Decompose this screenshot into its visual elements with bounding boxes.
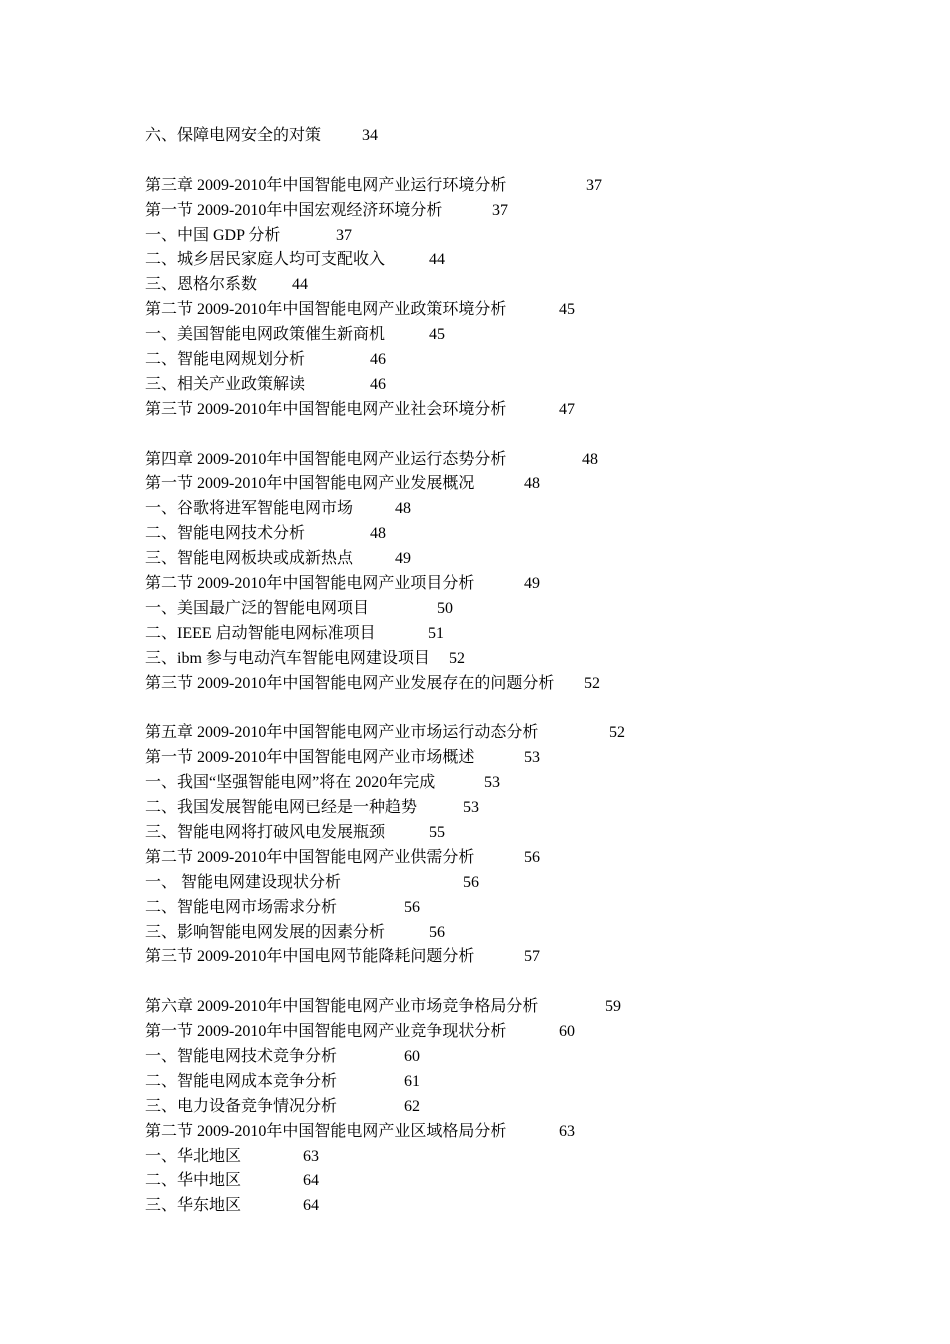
toc-entry-title: 三、智能电网将打破风电发展瓶颈 (145, 823, 386, 841)
toc-entry-page-number: 48 (370, 525, 386, 543)
toc-entry-title: 二、IEEE 启动智能电网标准项目 (145, 624, 376, 642)
toc-entry-page-number: 64 (303, 1197, 319, 1215)
toc-entry (145, 896, 905, 921)
toc-entry (145, 1070, 905, 1095)
toc-entry-title: 一、 智能电网建设现状分析 (145, 873, 342, 891)
toc-entry-title: 一、我国“坚强智能电网”将在 2020年完成 (145, 774, 436, 792)
toc-entry-title: 第三节 2009-2010年中国智能电网产业社会环境分析 (145, 400, 507, 418)
toc-entry (145, 1145, 905, 1170)
toc-entry-page-number: 48 (395, 500, 411, 518)
toc-entry-title: 二、智能电网成本竞争分析 (145, 1072, 338, 1090)
toc-entry (145, 348, 905, 373)
toc-entry-page-number: 46 (370, 375, 386, 393)
toc-entry-page-number: 55 (429, 823, 445, 841)
toc-entry-title: 第二节 2009-2010年中国智能电网产业项目分析 (145, 575, 475, 593)
toc-entry (145, 298, 905, 323)
toc-entry-title: 第三节 2009-2010年中国智能电网产业发展存在的问题分析 (145, 674, 555, 692)
toc-entry-page-number: 52 (609, 724, 625, 742)
toc-entry-page-number: 60 (559, 1023, 575, 1041)
toc-entry (145, 945, 905, 970)
toc-entry-title: 三、智能电网板块或成新热点 (145, 550, 354, 568)
toc-entry-title: 第三章 2009-2010年中国智能电网产业运行环境分析 (145, 176, 507, 194)
toc-entry-title: 六、保障电网安全的对策 (145, 127, 322, 144)
toc-entry-page-number: 45 (429, 326, 445, 344)
toc-entry (145, 597, 905, 622)
toc-entry-page-number: 63 (559, 1122, 575, 1140)
toc-entry (145, 846, 905, 871)
toc-entry-page-number: 53 (484, 774, 500, 792)
toc-entry-title: 第二节 2009-2010年中国智能电网产业区域格局分析 (145, 1122, 507, 1140)
toc-entry-page-number: 49 (524, 575, 540, 593)
toc-entry-page-number: 64 (303, 1172, 319, 1190)
toc-entry-page-number: 37 (586, 176, 602, 194)
toc-entry-title: 第三节 2009-2010年中国电网节能降耗问题分析 (145, 948, 475, 966)
toc-entry-title: 三、恩格尔系数 (145, 276, 258, 294)
toc-entry (145, 174, 905, 199)
toc-entry-page-number: 49 (395, 550, 411, 568)
toc-entry-page-number: 46 (370, 351, 386, 369)
toc-entry-page-number: 62 (404, 1097, 420, 1115)
toc-entry (145, 224, 905, 249)
toc-entry (145, 273, 905, 298)
toc-entry-title: 三、相关产业政策解读 (145, 375, 306, 393)
toc-entry-page-number: 57 (524, 948, 540, 966)
toc-entry (145, 796, 905, 821)
toc-entry-page-number: 34 (362, 127, 378, 144)
toc-entry-title: 一、美国智能电网政策催生新商机 (145, 326, 386, 344)
toc-entry-page-number: 56 (524, 848, 540, 866)
toc-entry (145, 921, 905, 946)
toc-entry-page-number: 44 (292, 276, 308, 294)
section-gap (145, 970, 905, 995)
toc-entry (145, 995, 905, 1020)
toc-entry-page-number: 56 (429, 923, 445, 941)
toc-entry-page-number: 56 (404, 898, 420, 916)
toc-entry-page-number: 47 (559, 400, 575, 418)
toc-entry (145, 472, 905, 497)
toc-entry-title: 二、智能电网技术分析 (145, 525, 306, 543)
toc-entry-page-number: 53 (463, 799, 479, 817)
section-gap (145, 423, 905, 448)
toc-entry (145, 199, 905, 224)
toc-entry (145, 373, 905, 398)
toc-entry (145, 821, 905, 846)
toc-entry-title: 第二节 2009-2010年中国智能电网产业政策环境分析 (145, 301, 507, 319)
toc-entry-title: 二、我国发展智能电网已经是一种趋势 (145, 799, 418, 817)
toc-entry-title: 一、华北地区 (145, 1147, 242, 1165)
toc-entry (145, 547, 905, 572)
toc-entry-page-number: 60 (404, 1047, 420, 1065)
toc-entry (145, 622, 905, 647)
toc-entry-title: 一、美国最广泛的智能电网项目 (145, 599, 370, 617)
toc-entry-page-number: 59 (605, 998, 621, 1016)
toc-entry-title: 二、智能电网市场需求分析 (145, 898, 338, 916)
toc-entry-title: 二、智能电网规划分析 (145, 351, 306, 369)
toc-entry-page-number: 50 (437, 599, 453, 617)
toc-entry (145, 1120, 905, 1145)
toc-entry-title: 二、城乡居民家庭人均可支配收入 (145, 251, 386, 269)
toc-entry-page-number: 53 (524, 749, 540, 767)
toc-entry (145, 1045, 905, 1070)
toc-entry-title: 一、智能电网技术竞争分析 (145, 1047, 338, 1065)
toc-entry (145, 672, 905, 697)
toc-entry (145, 721, 905, 746)
toc-entry (145, 771, 905, 796)
toc-entry-title: 第二节 2009-2010年中国智能电网产业供需分析 (145, 848, 475, 866)
toc-entry-page-number: 56 (463, 873, 479, 891)
toc-entry-page-number: 37 (336, 226, 352, 244)
toc-entry (145, 497, 905, 522)
toc-entry (145, 323, 905, 348)
toc-entry-title: 第五章 2009-2010年中国智能电网产业市场运行动态分析 (145, 724, 539, 742)
toc-entry (145, 1169, 905, 1194)
toc-entry-title: 第四章 2009-2010年中国智能电网产业运行态势分析 (145, 450, 507, 468)
section-gap (145, 149, 905, 174)
toc-entry (145, 647, 905, 672)
toc-entry-title: 第一节 2009-2010年中国智能电网产业市场概述 (145, 749, 475, 767)
toc-entry (145, 1095, 905, 1120)
toc-entry-page-number: 44 (429, 251, 445, 269)
toc-entry-page-number: 37 (492, 201, 508, 219)
toc-entry-title: 第一节 2009-2010年中国宏观经济环境分析 (145, 201, 443, 219)
toc-entry-title: 三、ibm 参与电动汽车智能电网建设项目 (145, 649, 430, 667)
toc-entry-page-number: 63 (303, 1147, 319, 1165)
toc-entry (145, 871, 905, 896)
toc-entry-title: 三、华东地区 (145, 1197, 242, 1215)
toc-entry-title: 三、影响智能电网发展的因素分析 (145, 923, 386, 941)
toc-entry (145, 572, 905, 597)
toc-entry-title: 一、中国 GDP 分析 (145, 226, 281, 244)
toc-entry-page-number: 45 (559, 301, 575, 319)
section-gap (145, 696, 905, 721)
toc-entry (145, 124, 905, 149)
table-of-contents (145, 124, 905, 1219)
toc-entry (145, 1020, 905, 1045)
toc-entry-title: 三、电力设备竞争情况分析 (145, 1097, 338, 1115)
toc-entry-page-number: 52 (449, 649, 465, 667)
toc-entry-page-number: 48 (582, 450, 598, 468)
toc-entry-title: 第一节 2009-2010年中国智能电网产业发展概况 (145, 475, 475, 493)
toc-entry (145, 398, 905, 423)
toc-entry (145, 248, 905, 273)
toc-entry-title: 二、华中地区 (145, 1172, 242, 1190)
toc-entry-title: 一、谷歌将进军智能电网市场 (145, 500, 354, 518)
toc-entry (145, 746, 905, 771)
toc-entry-page-number: 51 (428, 624, 444, 642)
toc-entry-page-number: 48 (524, 475, 540, 493)
toc-entry-title: 第一节 2009-2010年中国智能电网产业竞争现状分析 (145, 1023, 507, 1041)
toc-entry-page-number: 52 (584, 674, 600, 692)
toc-entry-page-number: 61 (404, 1072, 420, 1090)
toc-entry-title: 第六章 2009-2010年中国智能电网产业市场竞争格局分析 (145, 998, 539, 1016)
toc-entry (145, 1194, 905, 1219)
toc-entry (145, 448, 905, 473)
toc-entry (145, 522, 905, 547)
